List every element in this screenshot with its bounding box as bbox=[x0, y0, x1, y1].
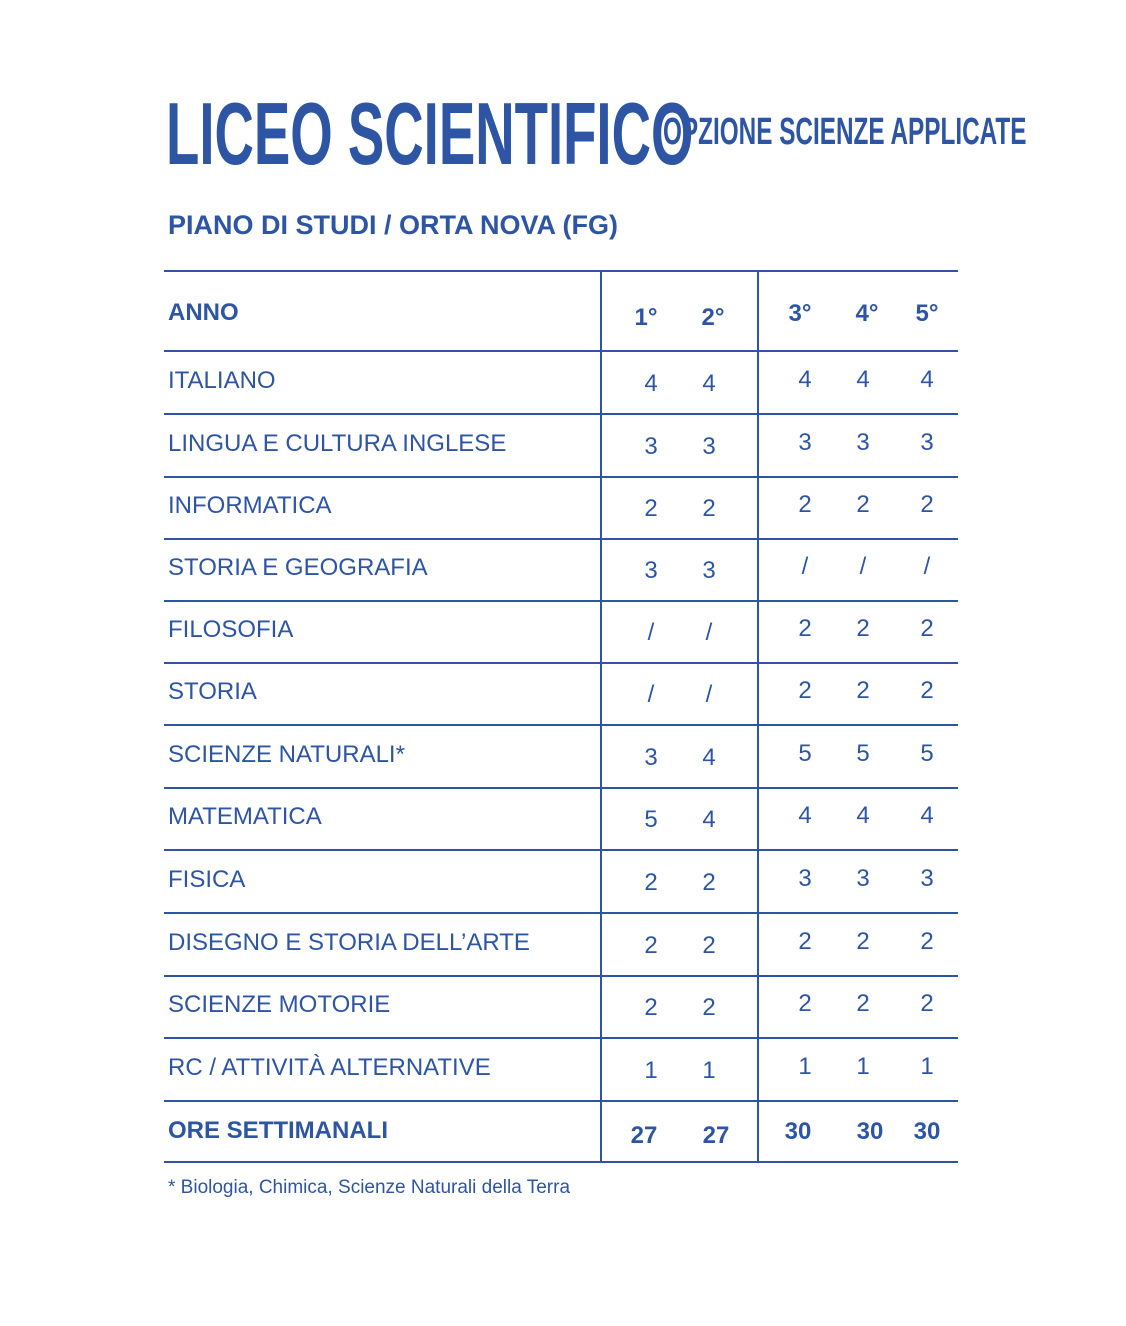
hours-cell: 3 bbox=[920, 429, 934, 456]
hours-cell: 2 bbox=[798, 928, 812, 955]
hours-cell: 2 bbox=[856, 928, 870, 955]
hours-cell: 5 bbox=[644, 806, 658, 833]
hours-cell: 4 bbox=[644, 370, 658, 397]
hours-cell: 2 bbox=[920, 615, 934, 642]
hours-cell: 4 bbox=[920, 366, 934, 393]
hours-cell: 2 bbox=[856, 990, 870, 1017]
hours-cell: 1 bbox=[702, 1057, 716, 1084]
table-rule bbox=[164, 912, 958, 914]
hours-cell: 3 bbox=[644, 557, 658, 584]
hours-cell: 2 bbox=[644, 869, 658, 896]
hours-cell: 3 bbox=[920, 865, 934, 892]
title: LICEO SCIENTIFICO bbox=[166, 84, 694, 183]
header-label: ANNO bbox=[168, 299, 239, 326]
total-label: ORE SETTIMANALI bbox=[168, 1117, 388, 1144]
hours-cell: 2 bbox=[702, 994, 716, 1021]
table-rule bbox=[164, 600, 958, 602]
hours-cell: 2 bbox=[798, 677, 812, 704]
hours-cell: 2 bbox=[702, 932, 716, 959]
hours-cell: 2 bbox=[920, 928, 934, 955]
year-header-5: 5° bbox=[915, 300, 939, 327]
subject-name: FILOSOFIA bbox=[168, 616, 294, 643]
table-rule bbox=[164, 787, 958, 789]
total-hours-cell: 27 bbox=[702, 1122, 730, 1149]
table-rule bbox=[164, 413, 958, 415]
year-header-4: 4° bbox=[855, 300, 879, 327]
hours-cell: 2 bbox=[702, 495, 716, 522]
table-rule bbox=[164, 538, 958, 540]
table-rule-top bbox=[164, 270, 958, 272]
hours-cell: 2 bbox=[644, 932, 658, 959]
subject-name: STORIA bbox=[168, 678, 257, 705]
table-rule-bottom bbox=[164, 1161, 958, 1163]
hours-cell: / bbox=[923, 553, 931, 580]
table-rule bbox=[164, 662, 958, 664]
hours-cell: 3 bbox=[644, 433, 658, 460]
hours-cell: 4 bbox=[702, 370, 716, 397]
hours-cell: 4 bbox=[702, 744, 716, 771]
year-header-1: 1° bbox=[634, 304, 658, 331]
total-hours-cell: 30 bbox=[784, 1118, 812, 1145]
hours-cell: 2 bbox=[798, 491, 812, 518]
hours-cell: 3 bbox=[856, 429, 870, 456]
table-rule bbox=[164, 724, 958, 726]
year-header-3: 3° bbox=[788, 300, 812, 327]
hours-cell: 3 bbox=[856, 865, 870, 892]
hours-cell: 1 bbox=[856, 1053, 870, 1080]
hours-cell: 5 bbox=[856, 740, 870, 767]
hours-cell: / bbox=[801, 553, 809, 580]
hours-cell: 4 bbox=[856, 366, 870, 393]
subject-name: ITALIANO bbox=[168, 367, 276, 394]
hours-cell: 2 bbox=[644, 495, 658, 522]
hours-cell: 5 bbox=[920, 740, 934, 767]
hours-cell: 3 bbox=[702, 557, 716, 584]
hours-cell: 2 bbox=[856, 615, 870, 642]
hours-cell: 1 bbox=[920, 1053, 934, 1080]
hours-cell: / bbox=[705, 681, 713, 708]
hours-cell: 2 bbox=[702, 869, 716, 896]
hours-cell: 2 bbox=[920, 491, 934, 518]
hours-cell: 4 bbox=[798, 366, 812, 393]
hours-cell: 2 bbox=[798, 990, 812, 1017]
hours-cell: / bbox=[859, 553, 867, 580]
hours-cell: 4 bbox=[856, 802, 870, 829]
hours-cell: 3 bbox=[644, 744, 658, 771]
subject-name: STORIA E GEOGRAFIA bbox=[168, 554, 428, 581]
hours-cell: 4 bbox=[798, 802, 812, 829]
subject-name: MATEMATICA bbox=[168, 803, 322, 830]
subtitle: OPZIONE SCIENZE APPLICATE bbox=[663, 111, 1027, 153]
table-rule bbox=[164, 975, 958, 977]
hours-cell: 3 bbox=[702, 433, 716, 460]
table-rule bbox=[164, 350, 958, 352]
total-hours-cell: 30 bbox=[913, 1118, 941, 1145]
hours-cell: 1 bbox=[798, 1053, 812, 1080]
hours-cell: 4 bbox=[702, 806, 716, 833]
hours-cell: / bbox=[705, 619, 713, 646]
hours-cell: 2 bbox=[798, 615, 812, 642]
total-hours-cell: 27 bbox=[630, 1122, 658, 1149]
table-rule bbox=[164, 849, 958, 851]
hours-cell: 4 bbox=[920, 802, 934, 829]
subject-name: LINGUA E CULTURA INGLESE bbox=[168, 430, 507, 457]
table-rule bbox=[164, 476, 958, 478]
hours-cell: 1 bbox=[644, 1057, 658, 1084]
footnote: * Biologia, Chimica, Scienze Naturali della Terra bbox=[168, 1177, 571, 1198]
hours-cell: 2 bbox=[920, 677, 934, 704]
total-hours-cell: 30 bbox=[856, 1118, 884, 1145]
subject-name: SCIENZE NATURALI* bbox=[168, 741, 405, 768]
subject-name: INFORMATICA bbox=[168, 492, 332, 519]
subject-name: DISEGNO E STORIA DELL’ARTE bbox=[168, 929, 530, 956]
plan-heading: PIANO DI STUDI / ORTA NOVA (FG) bbox=[168, 210, 618, 240]
hours-cell: 3 bbox=[798, 429, 812, 456]
subject-name: RC / ATTIVITÀ ALTERNATIVE bbox=[168, 1054, 491, 1081]
table-rule bbox=[164, 1037, 958, 1039]
hours-cell: 3 bbox=[798, 865, 812, 892]
hours-cell: 2 bbox=[856, 491, 870, 518]
hours-cell: / bbox=[647, 619, 655, 646]
subject-name: SCIENZE MOTORIE bbox=[168, 991, 391, 1018]
subject-name: FISICA bbox=[168, 866, 246, 893]
hours-cell: 2 bbox=[644, 994, 658, 1021]
table-divider-mid bbox=[757, 271, 759, 1163]
hours-cell: 2 bbox=[856, 677, 870, 704]
table-rule bbox=[164, 1100, 958, 1102]
table-divider-left bbox=[600, 271, 602, 1163]
hours-cell: / bbox=[647, 681, 655, 708]
year-header-2: 2° bbox=[701, 304, 725, 331]
hours-cell: 2 bbox=[920, 990, 934, 1017]
hours-cell: 5 bbox=[798, 740, 812, 767]
